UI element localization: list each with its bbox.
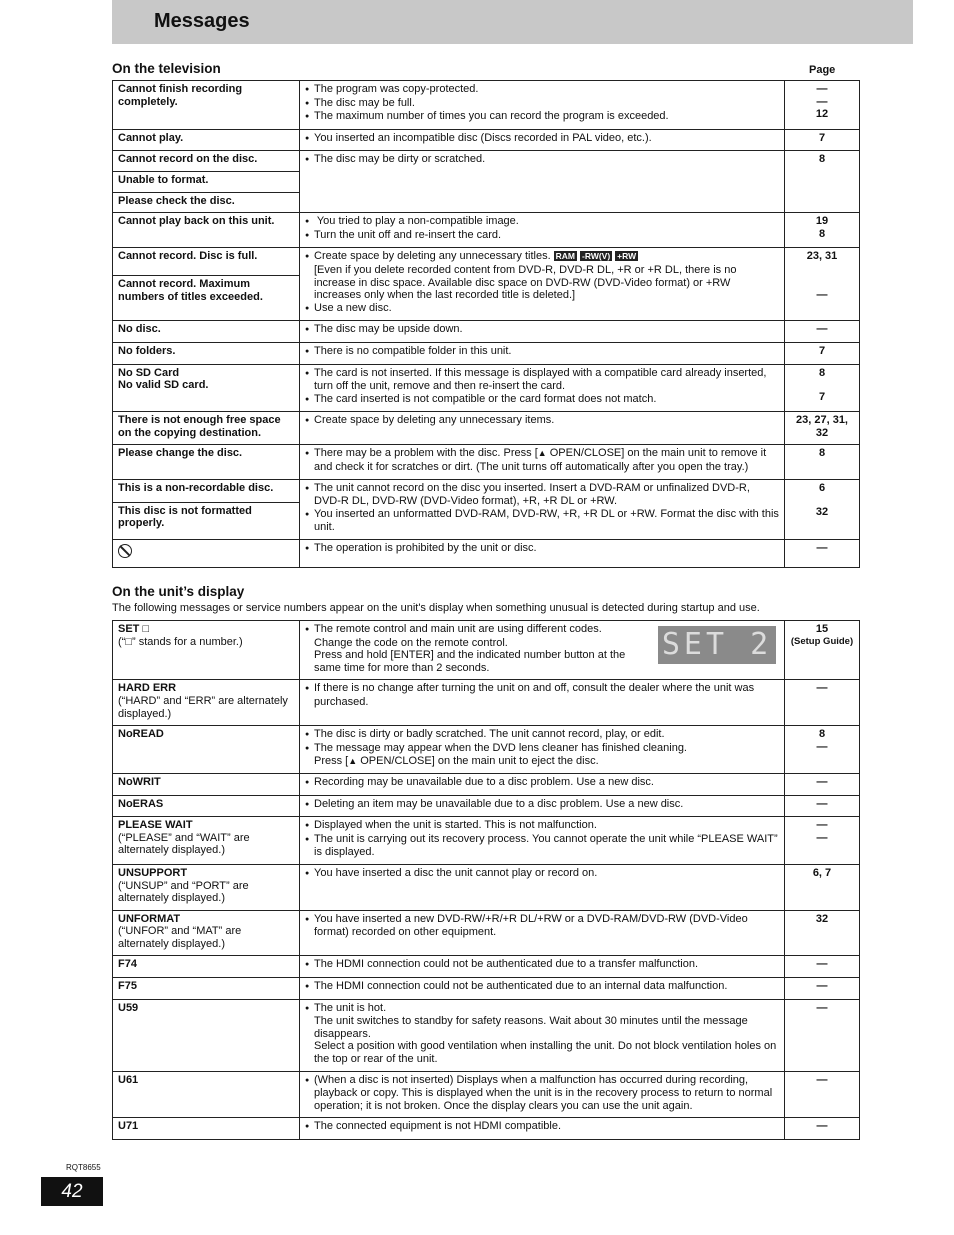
page-cell: — [785, 999, 860, 1071]
page-column-label: Page [809, 64, 836, 76]
page-cell: 6, 7 [785, 864, 860, 910]
page-cell: — [785, 795, 860, 817]
tv-section-heading: On the television [112, 61, 221, 76]
table-row [113, 364, 860, 412]
table-row [113, 795, 860, 817]
message-cell: Cannot record. Maximum numbers of titles exceeded. [113, 276, 300, 321]
message-cell: U61 [113, 1071, 300, 1118]
message-cell: Unable to format. [113, 171, 300, 192]
page-cell: — [785, 540, 860, 568]
message-cell [113, 540, 300, 568]
table-row [113, 540, 860, 568]
table-row [113, 773, 860, 795]
description-cell: ● The program was copy-protected. ● The disc may be full. ● The maximum number of times you can record the program is exceeded. [300, 81, 785, 130]
message-cell: Cannot finish recording completely. [113, 81, 300, 130]
table-row [113, 479, 860, 502]
message-cell: NoWRIT [113, 773, 300, 795]
page-cell: 7 [785, 129, 860, 151]
message-cell: Please check the disc. [113, 192, 300, 213]
message-cell: U71 [113, 1118, 300, 1140]
table-row [113, 81, 860, 130]
description-cell: ● The operation is prohibited by the unit or disc. [300, 540, 785, 568]
table-row [113, 621, 860, 680]
table-row [113, 445, 860, 479]
page-cell: — [785, 773, 860, 795]
message-cell: No folders. [113, 342, 300, 364]
message-cell: NoERAS [113, 795, 300, 817]
table-row [113, 817, 860, 865]
page-cell: — [785, 321, 860, 343]
table-row [113, 1118, 860, 1140]
list-item: ● Create space by deleting any unnecessary titles. RAM -RW(V) +RW [305, 250, 779, 264]
description-cell: ● You inserted an incompatible disc (Discs recorded in PAL video, etc.). [300, 129, 785, 151]
document-code: RQT8655 [66, 1163, 101, 1172]
message-cell: Cannot play. [113, 129, 300, 151]
description-cell: ● The card is not inserted. If this message is displayed with a compatible card already inserted, turn off the unit, remove and then re-insert the card. ● The card inserted is not compatible or the card format does not match. [300, 364, 785, 412]
message-cell: NoREAD [113, 726, 300, 774]
list-item: ● There may be a problem with the disc. Press [▲ OPEN/CLOSE] on the main unit to remove it and check it for scratches or dirt. (The unit turns off automatically after you open the tray.) [305, 447, 779, 473]
message-cell: There is not enough free space on the copying destination. [113, 412, 300, 445]
table-row [113, 213, 860, 248]
message-cell: Please change the disc. [113, 445, 300, 479]
description-cell: ● You have inserted a disc the unit cannot play or record on. [300, 864, 785, 910]
page-cell: 8 — [785, 726, 860, 774]
message-cell: Cannot record on the disc. [113, 151, 300, 172]
table-row [113, 680, 860, 726]
page-cell: 23, 27, 31, 32 [785, 412, 860, 445]
page-cell: 32 [785, 910, 860, 956]
description-cell: ● The connected equipment is not HDMI compatible. [300, 1118, 785, 1140]
page-number: 42 [41, 1177, 103, 1206]
table-row [113, 956, 860, 978]
unit-display-table [112, 620, 860, 1140]
page-cell: — [785, 978, 860, 1000]
table-row [113, 412, 860, 445]
message-cell: This disc is not formatted properly. [113, 502, 300, 539]
page-cell: 19 8 [785, 213, 860, 248]
description-cell: ● The unit cannot record on the disc you inserted. Insert a DVD-RAM or unfinalized DVD-R, DVD-R DL, DVD-RW (DVD-Video format), +R, +R DL or +RW. ● You inserted an unformatted DVD-RAM, DVD-RW, +R, +R DL or +RW. Format the disc with this unit. [300, 479, 785, 539]
message-cell: No disc. [113, 321, 300, 343]
tv-messages-table [112, 80, 860, 568]
message-cell: UNSUPPORT (“UNSUP” and “PORT” are alternately displayed.) [113, 864, 300, 910]
description-cell: SET 2 ● The remote control and main unit are using different codes. Change the code on the remote control. Press and hold [ENTER] and the indicated number button at the same time for more than 2 seconds. [300, 621, 785, 680]
page-cell: 7 [785, 342, 860, 364]
message-cell: Cannot play back on this unit. [113, 213, 300, 248]
table-row [113, 151, 860, 172]
description-cell: ● You tried to play a non-compatible image. ● Turn the unit off and re-insert the card. [300, 213, 785, 248]
message-cell: HARD ERR (“HARD” and “ERR” are alternately displayed.) [113, 680, 300, 726]
page-cell: 23, 31 — [785, 248, 860, 321]
message-cell: UNFORMAT (“UNFOR” and “MAT” are alternately displayed.) [113, 910, 300, 956]
page-cell: 8 [785, 445, 860, 479]
description-cell: ● You have inserted a new DVD-RW/+R/+R DL/+RW or a DVD-RAM/DVD-RW (DVD-Video format) recorded on other equipment. [300, 910, 785, 956]
description-cell: ● Recording may be unavailable due to a disc problem. Use a new disc. [300, 773, 785, 795]
message-cell: F74 [113, 956, 300, 978]
header-banner [112, 0, 913, 44]
disc-badge-rwv: -RW(V) [582, 251, 611, 262]
unit-section-heading: On the unit’s display [112, 584, 245, 599]
disc-badge-plusrw: +RW [617, 251, 637, 262]
page-cell: 6 32 [785, 479, 860, 539]
message-cell: SET □ (“□” stands for a number.) [113, 621, 300, 680]
message-cell: No SD Card No valid SD card. [113, 364, 300, 412]
table-row [113, 1071, 860, 1118]
description-cell: ● The disc is dirty or badly scratched. The unit cannot record, play, or edit. ● The message may appear when the DVD lens cleaner has finished cleaning. Press [▲ OPEN/CLOSE] on the main unit to eject the disc. [300, 726, 785, 774]
disc-badge-ram: RAM [555, 251, 575, 262]
description-cell: ● If there is no change after turning the unit on and off, consult the dealer where the unit was purchased. [300, 680, 785, 726]
description-cell: ● The unit is hot. The unit switches to standby for safety reasons. Wait about 30 minutes until the message disappears. Select a position with good ventilation when installing the unit. Do not block ventilation holes on the top or rear of the unit. [300, 999, 785, 1071]
message-cell: U59 [113, 999, 300, 1071]
page-cell: — — [785, 817, 860, 865]
description-cell: ● The disc may be upside down. [300, 321, 785, 343]
page-cell: 15 (Setup Guide) [785, 621, 860, 680]
page-title: Messages [154, 10, 250, 32]
description-cell: ● The HDMI connection could not be authenticated due to an internal data malfunction. [300, 978, 785, 1000]
list-item: Press [▲ OPEN/CLOSE] on the main unit to eject the disc. [314, 755, 599, 768]
table-row [113, 726, 860, 774]
description-cell: ● (When a disc is not inserted) Displays when a malfunction has occurred during recording, playback or copy. This is displayed when the unit is in the recovery process to return to normal operation; it is not broken. Once the display clears you can use the unit again. [300, 1071, 785, 1118]
table-row [113, 864, 860, 910]
message-cell: F75 [113, 978, 300, 1000]
page-cell: 8 [785, 151, 860, 213]
table-row [113, 999, 860, 1071]
description-cell [300, 445, 785, 479]
description-cell: ● Create space by deleting any unnecessary items. [300, 412, 785, 445]
description-cell: ● There is no compatible folder in this unit. [300, 342, 785, 364]
prohibited-icon [118, 544, 132, 558]
message-cell: PLEASE WAIT (“PLEASE” and “WAIT” are alternately displayed.) [113, 817, 300, 865]
page-cell: — [785, 680, 860, 726]
description-cell: ● Displayed when the unit is started. This is not malfunction. ● The unit is carrying out its recovery process. You cannot operate the unit while “PLEASE WAIT” is displayed. [300, 817, 785, 865]
eject-icon: ▲ [537, 448, 547, 459]
description-cell: ● Deleting an item may be unavailable due to a disc problem. Use a new disc. [300, 795, 785, 817]
table-row [113, 978, 860, 1000]
eject-icon: ▲ [348, 756, 358, 767]
page-cell: 8 7 [785, 364, 860, 412]
lcd-display-image: SET 2 [658, 626, 776, 664]
message-cell: This is a non-recordable disc. [113, 479, 300, 502]
page-cell: — [785, 1071, 860, 1118]
page-cell: — [785, 956, 860, 978]
table-row [113, 129, 860, 151]
table-row [113, 248, 860, 276]
description-cell: ● The disc may be dirty or scratched. [300, 151, 785, 213]
description-cell: ● The HDMI connection could not be authenticated due to a transfer malfunction. [300, 956, 785, 978]
table-row [113, 321, 860, 343]
message-cell: Cannot record. Disc is full. [113, 248, 300, 276]
description-cell: ● Create space by deleting any unnecessary titles. RAM -RW(V) +RW [Even if you delete recorded content from DVD-R, DVD-R DL, +R or +R DL, there is no increase in disc space. Available disc space on DVD-RW (DVD-Video format) or +RW increases only when the last recorded title is deleted.] ● Use a new disc. [300, 248, 785, 321]
unit-section-intro: The following messages or service numbers appear on the unit's display when something unusual is detected during startup and use. [112, 602, 760, 614]
page-cell: — [785, 1118, 860, 1140]
table-row [113, 342, 860, 364]
page-cell: — — 12 [785, 81, 860, 130]
table-row [113, 910, 860, 956]
